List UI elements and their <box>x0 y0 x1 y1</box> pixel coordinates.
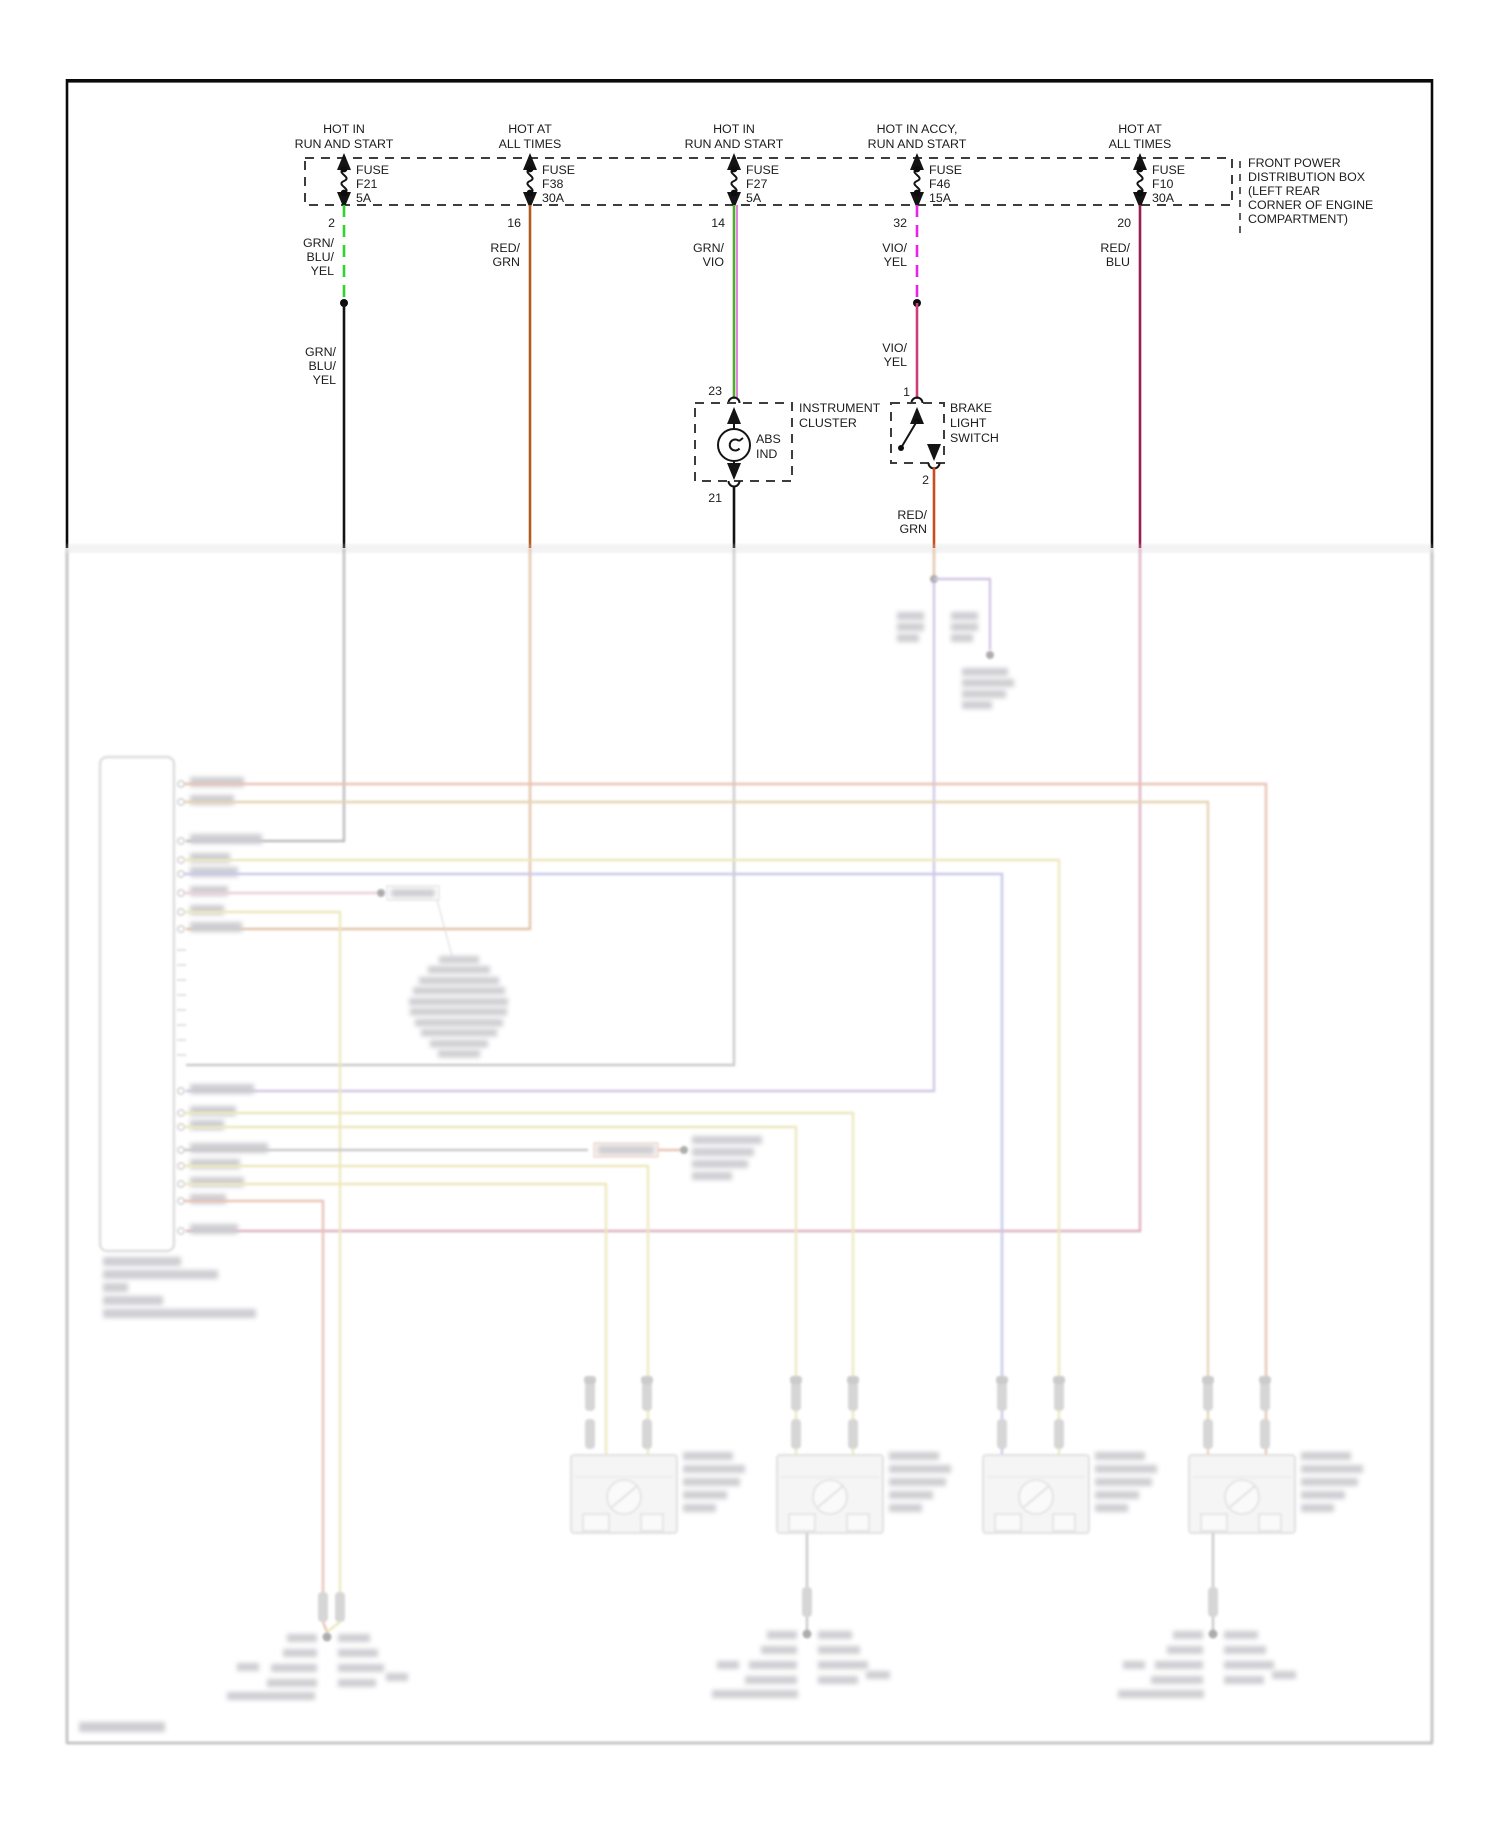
fade-boundary-band <box>66 544 1433 553</box>
blurred-text-blob <box>421 1029 497 1037</box>
blurred-text-blob <box>103 1283 128 1292</box>
blurred-text-blob <box>767 1631 797 1639</box>
note-line: DISTRIBUTION BOX <box>1248 170 1366 184</box>
blurred-text-blob <box>271 1664 317 1672</box>
bulb-filament-icon <box>730 438 743 451</box>
power-rail-f38 <box>490 122 575 548</box>
blurred-text-blob <box>818 1631 852 1639</box>
module-stub-pins <box>177 950 186 1055</box>
note-line: COMPARTMENT) <box>1248 212 1349 226</box>
wire-faded-salmon <box>184 1201 323 1596</box>
blurred-text-blob <box>386 1673 408 1681</box>
blurred-text-blob <box>761 1646 797 1654</box>
blurred-text-blob <box>287 1634 317 1642</box>
blurred-text-blob <box>1224 1631 1258 1639</box>
wire-color-label: GRN/ <box>305 345 336 359</box>
lamp-connector-4 <box>1189 1376 1363 1533</box>
blurred-text-blob <box>428 966 490 974</box>
blurred-text-blob <box>692 1148 754 1156</box>
abs-indicator-bulb-icon <box>718 429 750 461</box>
wire-faded-blue <box>184 874 1002 1455</box>
blurred-text-blob <box>1095 1491 1139 1499</box>
ground-drop-middle <box>712 1533 890 1698</box>
fuse-element-icon <box>731 169 736 193</box>
blurred-text-blob <box>1272 1671 1296 1679</box>
bulb-label: ABS <box>756 432 781 446</box>
fuse-terminal-dot <box>731 166 738 173</box>
pin-number: 2 <box>328 216 335 230</box>
module-pin <box>178 1163 184 1169</box>
blurred-text-blob <box>951 623 978 631</box>
blurred-text-blob <box>415 1019 503 1027</box>
module-pin <box>178 799 184 805</box>
module-pin <box>178 1198 184 1204</box>
blurred-text-blob <box>1224 1661 1274 1669</box>
hot-label: HOT AT <box>1118 122 1162 136</box>
blurred-text-blob <box>712 1690 798 1698</box>
pin-number: 32 <box>893 216 907 230</box>
fuse-id: F46 <box>929 177 951 191</box>
splice-dot <box>377 889 385 897</box>
pin-number: 21 <box>708 491 722 505</box>
fuse-amps: 5A <box>356 191 372 205</box>
blurred-text-blob <box>1301 1491 1345 1499</box>
blurred-diagram-id <box>79 1722 165 1732</box>
ground-drop-left <box>227 1592 408 1700</box>
blurred-text-blob <box>190 1159 240 1169</box>
blurred-text-blob <box>190 1194 226 1204</box>
blurred-text-blob <box>190 1084 254 1094</box>
hot-label: ALL TIMES <box>498 137 562 151</box>
fuse-element-icon <box>527 169 532 193</box>
ground-dot <box>323 1633 332 1642</box>
module-pin <box>178 1110 184 1116</box>
wire-color-label: YEL <box>883 355 907 369</box>
blurred-text-blob <box>962 679 1014 687</box>
blurred-text-blob <box>190 1120 224 1130</box>
faded-watermarked-section <box>66 544 1433 1743</box>
wire-color-label: GRN <box>899 522 927 536</box>
blurred-text-blob <box>1095 1504 1128 1512</box>
lamp-connector-1 <box>571 1376 745 1533</box>
instrument-cluster <box>695 384 881 548</box>
module-pin <box>178 1147 184 1153</box>
fuse-terminal-dot <box>527 166 534 173</box>
module-pin <box>178 871 184 877</box>
blurred-text-blob <box>190 1143 268 1153</box>
abs-module-connector <box>100 757 174 1251</box>
module-pin <box>178 1124 184 1130</box>
blurred-text-blob <box>103 1296 163 1305</box>
module-pin <box>178 838 184 844</box>
module-pin <box>178 926 184 932</box>
blurred-text-blob <box>190 886 228 896</box>
blurred-text-blob <box>598 1146 654 1154</box>
blurred-text-blob <box>683 1491 727 1499</box>
ground-drop-right <box>1118 1533 1296 1698</box>
module-pin <box>178 890 184 896</box>
blurred-text-blob <box>103 1270 218 1279</box>
power-rail-f27 <box>685 122 784 399</box>
fuse-terminal-dot <box>527 190 534 197</box>
hot-label: ALL TIMES <box>1108 137 1172 151</box>
border-top <box>66 79 1433 83</box>
blurred-text-blob <box>410 1008 507 1016</box>
pin-number: 23 <box>708 384 722 398</box>
ground-dot <box>986 651 994 659</box>
wire-faded-salmon <box>184 784 1266 1455</box>
blurred-text-blob <box>897 623 924 631</box>
blurred-text-blob <box>717 1661 739 1669</box>
component-name: BRAKE <box>950 401 993 415</box>
wire-color-label: YEL <box>883 255 907 269</box>
fuse-label: FUSE <box>356 163 390 177</box>
blurred-text-blob <box>1155 1661 1203 1669</box>
fuse-amps: 5A <box>746 191 762 205</box>
wire-faded-yellow <box>184 1113 853 1455</box>
fuse-amps: 30A <box>1152 191 1175 205</box>
blurred-text-blob <box>1123 1661 1145 1669</box>
hot-label: RUN AND START <box>867 137 967 151</box>
fuse-id: F10 <box>1152 177 1174 191</box>
switch-blade <box>901 421 917 448</box>
hot-label: HOT AT <box>508 122 552 136</box>
wire-color-label: VIO <box>702 255 724 269</box>
wire-color-label: VIO/ <box>882 341 907 355</box>
blurred-text-blob <box>1095 1478 1152 1486</box>
blurred-text-blob <box>951 612 978 620</box>
lamp-connector-2 <box>777 1376 951 1533</box>
splice-dot <box>680 1146 688 1154</box>
blurred-text-blob <box>1301 1504 1334 1512</box>
power-rail-f10 <box>1100 122 1185 548</box>
blurred-text-blob <box>818 1661 868 1669</box>
hot-label: RUN AND START <box>684 137 784 151</box>
blurred-text-blob <box>897 634 919 642</box>
wire-faded-red-blu <box>186 548 1140 1231</box>
wire-faded-yellow <box>184 912 340 1596</box>
blurred-text-blob <box>818 1646 860 1654</box>
wire-color-label: BLU <box>1105 255 1130 269</box>
blurred-text-blob <box>338 1634 370 1642</box>
module-pin <box>178 1088 184 1094</box>
blurred-text-blob <box>683 1465 745 1473</box>
blurred-text-blob <box>190 795 234 805</box>
blurred-text-blob <box>889 1465 951 1473</box>
blurred-text-blob <box>1224 1646 1266 1654</box>
blurred-text-blob <box>962 668 1008 676</box>
wire-color-label: RED/ <box>490 241 520 255</box>
hot-label: HOT IN <box>323 122 365 136</box>
fuse-amps: 15A <box>929 191 952 205</box>
blurred-text-blob <box>409 998 508 1006</box>
component-name: LIGHT <box>950 416 987 430</box>
pin-number: 2 <box>922 473 929 487</box>
blurred-text-blob <box>692 1160 748 1168</box>
wire-color-label: VIO/ <box>882 241 907 255</box>
blurred-text-blob <box>1095 1465 1157 1473</box>
brake-light-switch <box>891 385 999 548</box>
blurred-text-blob <box>889 1504 922 1512</box>
blurred-text-blob <box>683 1504 716 1512</box>
blurred-text-blob <box>1167 1646 1203 1654</box>
fuse-label: FUSE <box>746 163 780 177</box>
module-pin <box>178 857 184 863</box>
blurred-text-blob <box>1301 1465 1363 1473</box>
wire-color-label: RED/ <box>897 508 927 522</box>
blurred-text-blob <box>190 1177 244 1187</box>
blurred-text-blob <box>439 956 479 964</box>
blurred-text-blob <box>190 867 238 877</box>
blurred-text-blob <box>889 1478 946 1486</box>
component-name: CLUSTER <box>799 416 857 430</box>
component-name: SWITCH <box>950 431 999 445</box>
blurred-text-blob <box>866 1671 890 1679</box>
ground-dot <box>1209 1630 1218 1639</box>
module-pin <box>178 781 184 787</box>
distribution-box-note <box>1240 156 1373 238</box>
wire-color-label: BLU/ <box>308 359 336 373</box>
fuse-id: F21 <box>356 177 378 191</box>
blurred-text-blob <box>889 1491 933 1499</box>
pin-number: 14 <box>711 216 725 230</box>
blurred-text-blob <box>227 1692 315 1700</box>
blurred-text-blob <box>1151 1676 1203 1684</box>
blurred-text-blob <box>1118 1690 1204 1698</box>
fuse-element-icon <box>341 169 346 193</box>
blurred-text-blob <box>745 1676 797 1684</box>
blurred-text-blob <box>190 777 244 787</box>
wire-color-label: YEL <box>310 264 334 278</box>
fuse-element-icon <box>914 169 919 193</box>
blurred-text-blob <box>692 1172 732 1180</box>
component-name: INSTRUMENT <box>799 401 881 415</box>
fuse-element-icon <box>1137 169 1142 193</box>
lamp-connector-3 <box>983 1376 1157 1533</box>
blurred-text-blob <box>1173 1631 1203 1639</box>
blurred-text-blob <box>897 612 924 620</box>
blurred-text-blob <box>103 1309 256 1318</box>
pin-number: 20 <box>1117 216 1131 230</box>
fuse-amps: 30A <box>542 191 565 205</box>
blurred-text-blob <box>190 834 262 844</box>
fuse-terminal-dot <box>1137 190 1144 197</box>
fuse-label: FUSE <box>1152 163 1186 177</box>
blurred-text-blob <box>283 1649 317 1657</box>
blurred-text-blob <box>749 1661 797 1669</box>
blurred-text-blob <box>190 922 242 932</box>
blurred-text-blob <box>430 1040 488 1048</box>
power-rail-f46 <box>868 122 967 399</box>
fuse-terminal-dot <box>731 190 738 197</box>
blurred-text-blob <box>237 1663 259 1671</box>
blurred-text-blob <box>692 1136 762 1144</box>
bulb-label: IND <box>756 447 778 461</box>
blurred-text-blob <box>190 1106 236 1116</box>
blurred-text-blob <box>338 1649 378 1657</box>
switch-contact-dot <box>898 445 904 451</box>
fuse-terminal-dot <box>341 166 348 173</box>
blurred-text-blob <box>818 1676 858 1684</box>
note-line: (LEFT REAR <box>1248 184 1321 198</box>
blurred-text-blob <box>267 1679 317 1687</box>
fuse-id: F38 <box>542 177 564 191</box>
module-pin <box>178 1228 184 1234</box>
wire-color-label: BLU/ <box>306 250 334 264</box>
wire-color-label: GRN/ <box>693 241 724 255</box>
hot-label: HOT IN <box>713 122 755 136</box>
blurred-text-blob <box>190 1224 238 1234</box>
blurred-text-blob <box>889 1452 939 1460</box>
blurred-text-blob <box>338 1664 384 1672</box>
blurred-text-blob <box>951 634 973 642</box>
blurred-text-blob <box>1095 1452 1145 1460</box>
fuse-label: FUSE <box>929 163 963 177</box>
blurred-text-blob <box>962 690 1006 698</box>
hot-label: HOT IN ACCY, <box>876 122 958 136</box>
wire-color-label: YEL <box>312 373 336 387</box>
fuse-terminal-dot <box>914 166 921 173</box>
wire-faded-yellow <box>184 1184 606 1455</box>
hot-label: RUN AND START <box>294 137 394 151</box>
wire-faded-tan <box>184 802 1208 1455</box>
ground-dot <box>803 1630 812 1639</box>
blurred-text-blob <box>190 853 230 863</box>
note-line: FRONT POWER <box>1248 156 1341 170</box>
blurred-text-blob <box>1224 1676 1264 1684</box>
blurred-text-blob <box>683 1478 740 1486</box>
blurred-text-blob <box>1301 1478 1358 1486</box>
fuse-terminal-dot <box>914 190 921 197</box>
module-pin <box>178 909 184 915</box>
fuse-terminal-dot <box>341 190 348 197</box>
blurred-text-blob <box>103 1257 181 1266</box>
pin-number: 1 <box>903 385 910 399</box>
blurred-text-blob <box>962 701 992 709</box>
pin-number: 16 <box>507 216 521 230</box>
blurred-text-blob <box>190 905 224 915</box>
blurred-text-blob <box>413 987 505 995</box>
module-pin <box>178 1181 184 1187</box>
blurred-text-blob <box>419 977 499 985</box>
blurred-text-blob <box>1301 1452 1351 1460</box>
note-line: CORNER OF ENGINE <box>1248 198 1374 212</box>
fuse-terminal-dot <box>1137 166 1144 173</box>
fuse-id: F27 <box>746 177 768 191</box>
wire-color-label: GRN <box>492 255 520 269</box>
blurred-text-blob <box>391 889 435 897</box>
power-rail-f21 <box>295 122 394 548</box>
wire-color-label: GRN/ <box>303 236 334 250</box>
blurred-text-blob <box>683 1452 733 1460</box>
wire-faded-purple <box>186 579 934 1091</box>
blurred-text-blob <box>438 1050 480 1058</box>
wire-color-label: RED/ <box>1100 241 1130 255</box>
fuse-label: FUSE <box>542 163 576 177</box>
blurred-text-blob <box>338 1679 376 1687</box>
